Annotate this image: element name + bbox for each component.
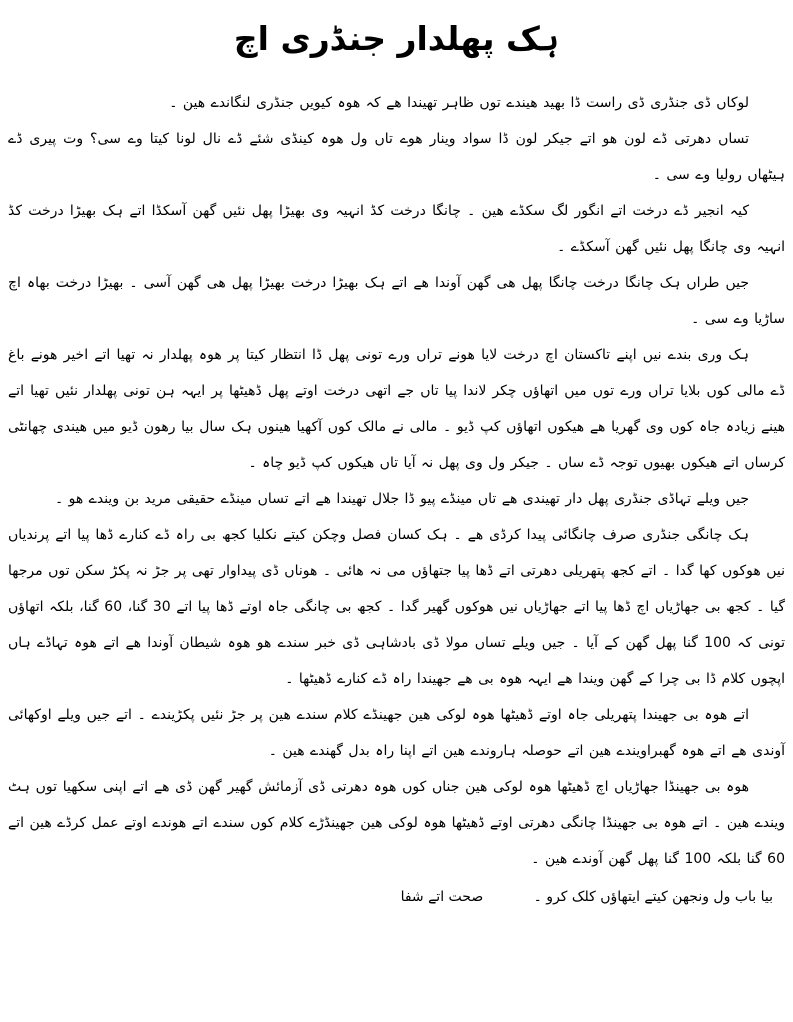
page-title: ہک پھلدار جنڈری اچ <box>233 19 560 58</box>
paragraph-good-bad-tree: جیں طراں ہک چانگا درخت چانگا پھل ھی گھن آوندا ھے اتے ہک بھیڑا درخت بھیڑا پھل ھی گھن آسی ۔ بھیڑا درخت بھاہ اچ ساڑیا وے سی ۔ <box>8 274 785 327</box>
paragraph-vine-secret: لوکاں ڈی جنڈری ڈی راست ڈا بھید ھیندے توں ظاہر تھیندا ھے کہ ھوہ کیویں جنڈری لنگاندے ھین ۔ <box>169 94 749 111</box>
paragraph-fruitful-glory: جیں ویلے تہاڈی جنڈری پھل دار تھیندی ھے تاں مینڈے پیو ڈا جلال تھیندا ھے اتے تساں مینڈے حقیقی مرید بن ویندے ھو ۔ <box>54 490 749 507</box>
paragraph-sower-parable: ہک چانگی جنڈری صرف چانگائی پیدا کرڈی ھے ۔ ہک کسان فصل وچکن کیتے نکلیا کجھ بی راہ ڈے کنارے ڈھا پیا اتے پرندیاں نیں ھوکوں کھا گدا ۔ اتے کجھ پتھریلی دھرتی اتے ڈھا پیا جتھاؤں می نہ ھائی ۔ ھوناں ڈی پیداوار تھی پر جڑ نہ پکڑ سکن توں مرجھا گیا ۔ کجھ بی جھاڑیاں اچ ڈھا پیا اتے جھاڑیاں نیں ھوکوں گھیر گدا ۔ کجھ بی چانگی جاہ اوتے ڈھا پیا اتے 30 گنا، 60 گنا، بلکہ اتھاؤں تونی کہ 100 گنا پھل گھن کے آیا ۔ جیں ویلے تساں مولا ڈی بادشاہی ڈی خبر سندے ھو ھوہ شیطان آوندا ھے اتے ھوہ تہاڈے ہاں اپچوں کلام ڈا بی چرا کے گھن ویندا ھے ایہہ ھوہ بی ھے جھیندا راہ ڈے کنارے ڈھیٹھا ۔ <box>8 526 786 687</box>
paragraph-fig-grapes: کیہ انجیر ڈے درخت اتے انگور لگ سکڈے ھین ۔ چانگا درخت کڈ انہیہ وی بھیڑا پھل نئیں گھن آسکڈا اتے ہک بھیڑا درخت کڈ انہیہ وی چانگا پھل نئیں گھن آسکڈے ۔ <box>8 202 785 255</box>
next-chapter-link[interactable]: صحت اتے شفا <box>400 888 484 905</box>
footer-line <box>8 879 785 915</box>
paragraph-barren-tree-parable: ہک وری بندے نیں اپنے تاکستان اچ درخت لایا ھونے تراں ورے تونی پھل ڈا انتظار کیتا پر ھوہ پھلدار نہ تھیا اتے اخیر ھونے باغ ڈے مالی کوں بلایا تراں ورے توں میں اتھاؤں چکر لاندا پیا تاں جے اتھی درخت اوتے پھل ڈھیٹھا پر ایہہ ہن تونی پھلدار نئیں تھیا اتے ھینے زیادہ جاہ کوں وی گھریا ھے ھیکوں اتھاؤں کپ ڈیو ۔ مالی نے مالک کوں آکھیا ھینوں ہک سال بیا رھون ڈیو میں ھیندی چھانٹی کرساں اتے ھیکوں بھیوں توجہ ڈے ساں ۔ جیکر ول وی پھل نہ آیا تاں ھیکوں کپ ڈیو چاہ ۔ <box>8 346 785 471</box>
next-chapter-instruction[interactable]: بیا باب ول ونجھن کیتے ایتھاؤں کلک کرو ۔ <box>533 888 773 905</box>
paragraph-salt-of-earth: تساں دھرتی ڈے لون ھو اتے جیکر لون ڈا سواد وینار ھوے تاں ول ھوہ کینڈی شئے ڈے نال لونا کیتا وے سی؟ وت پیری ڈے ہیٹھاں رولیا وے سی ۔ <box>8 130 785 183</box>
paragraph-thorns-good-soil: ھوہ بی جھینڈا جھاڑیاں اچ ڈھیٹھا ھوہ لوکی ھین جناں کوں ھوہ دھرتی ڈی آزمائش گھیر گھن ڈی ھے اتے اپنی سکھیا توں ہٹ ویندے ھین ۔ اتے ھوہ بی جھینڈا چانگی دھرتی اوتے ڈھیٹھا ھوہ لوکی ھین جھینڈڑے کلام کوں سندے اتے ھوندے اوتے عمل کرڈے ھین اتے 60 گنا بلکہ 100 گنا پھل گھن آوندے ھین ۔ <box>8 778 785 867</box>
paragraph-rocky-ground: اتے ھوہ بی جھیندا پتھریلی جاہ اوتے ڈھیٹھا ھوہ لوکی ھین جھینڈے کلام سندے ھین پر جڑ نئیں پکڑیندے ۔ اتے جیں ویلے اوکھائی آوندی ھے اتے ھوہ گھبراویندے ھین اتے حوصلہ ہاروندے ھین اتے اپنا راہ بدل گھندے ھین ۔ <box>8 706 785 759</box>
